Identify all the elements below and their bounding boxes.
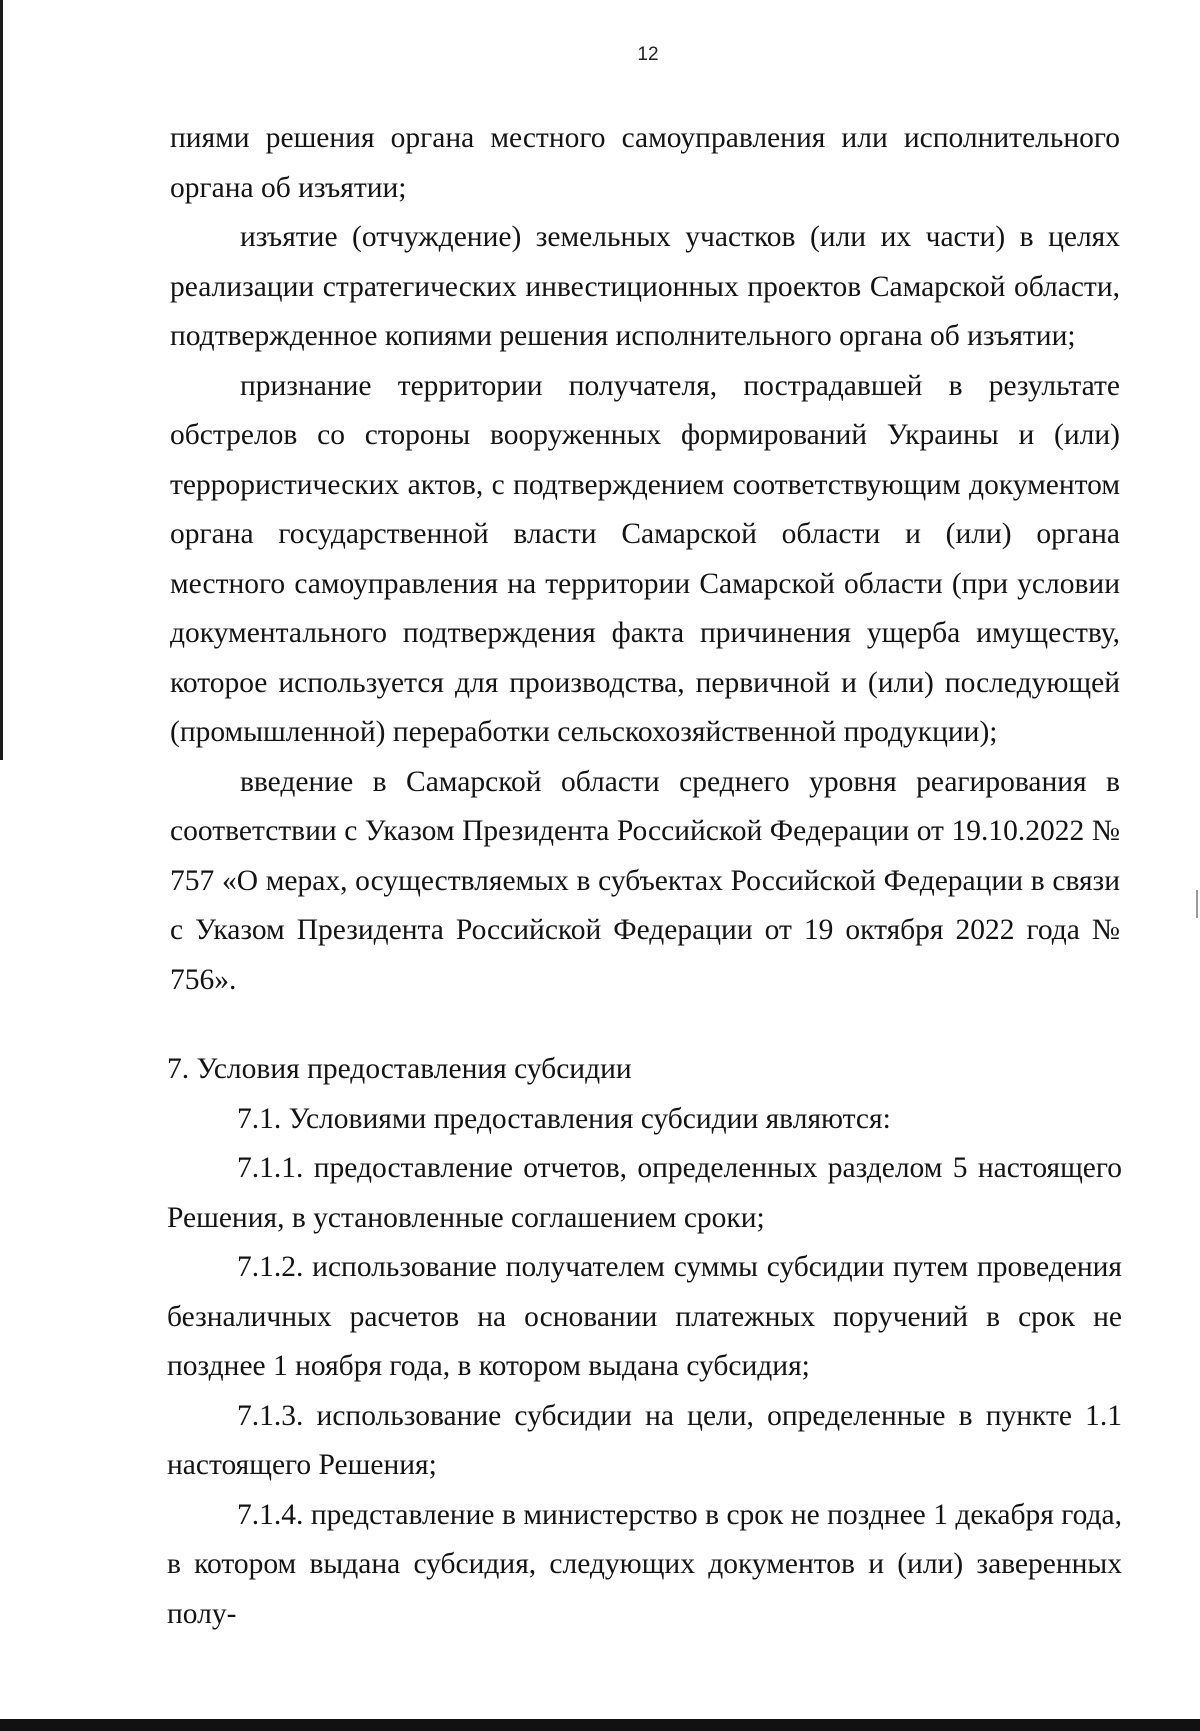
- text-block-section-7: [167, 1045, 1122, 1639]
- paragraph-response-level: введение в Самарской области среднего уровня реагирования в соответствии с Указом Президента Российской Федерации от 19.10.2022 № 757 «О мерах, осуществляемых в субъектах Российской Федерации в связи с Указом Президента Российской Федерации от 19 октября 2022 года № 756».: [170, 765, 1120, 996]
- scan-right-mark: [1196, 890, 1198, 918]
- paragraph-continuation: пиями решения органа местного самоуправления или исполнительного органа об изъятии;: [170, 122, 1120, 204]
- scan-left-edge: [0, 0, 3, 760]
- paragraph-territory-damage: признание территории получателя, пострадавшей в результате обстрелов со стороны вооруженных формирований Украины и (или) террористических актов, с подтверждением соответствующим документом органа государственной власти Самарской области и (или) органа местного самоуправления на территории Самарской области (при условии документального подтверждения факта причинения ущерба имуществу, которое используется для производства, первичной и (или) последующей (промышленной) переработки сельскохозяйственной продукции);: [170, 369, 1120, 748]
- page-number: 12: [637, 44, 659, 65]
- clause-7-1-1: 7.1.1. предоставление отчетов, определенных разделом 5 настоящего Решения, в установленные соглашением сроки;: [167, 1152, 1122, 1234]
- clause-7-1-3: 7.1.3. использование субсидии на цели, определенные в пункте 1.1 настоящего Решения;: [167, 1399, 1122, 1481]
- clause-7-1: 7.1. Условиями предоставления субсидии являются:: [237, 1102, 891, 1135]
- paragraph-land-seizure: изъятие (отчуждение) земельных участков (или их части) в целях реализации стратегических инвестиционных проектов Самарской области, подтвержденное копиями решения исполнительного органа об изъятии;: [170, 221, 1120, 352]
- clause-7-1-2: 7.1.2. использование получателем суммы субсидии путем проведения безналичных расчетов на основании платежных поручений в срок не позднее 1 ноября года, в котором выдана субсидия;: [167, 1251, 1122, 1382]
- clause-7-1-4: 7.1.4. представление в министерство в срок не позднее 1 декабря года, в котором выдана субсидия, следующих документов и (или) заверенных полу-: [167, 1498, 1122, 1630]
- text-block-top: [170, 114, 1120, 1005]
- section-heading: 7. Условия предоставления субсидии: [167, 1053, 632, 1085]
- scan-bottom-edge: [0, 1719, 1200, 1731]
